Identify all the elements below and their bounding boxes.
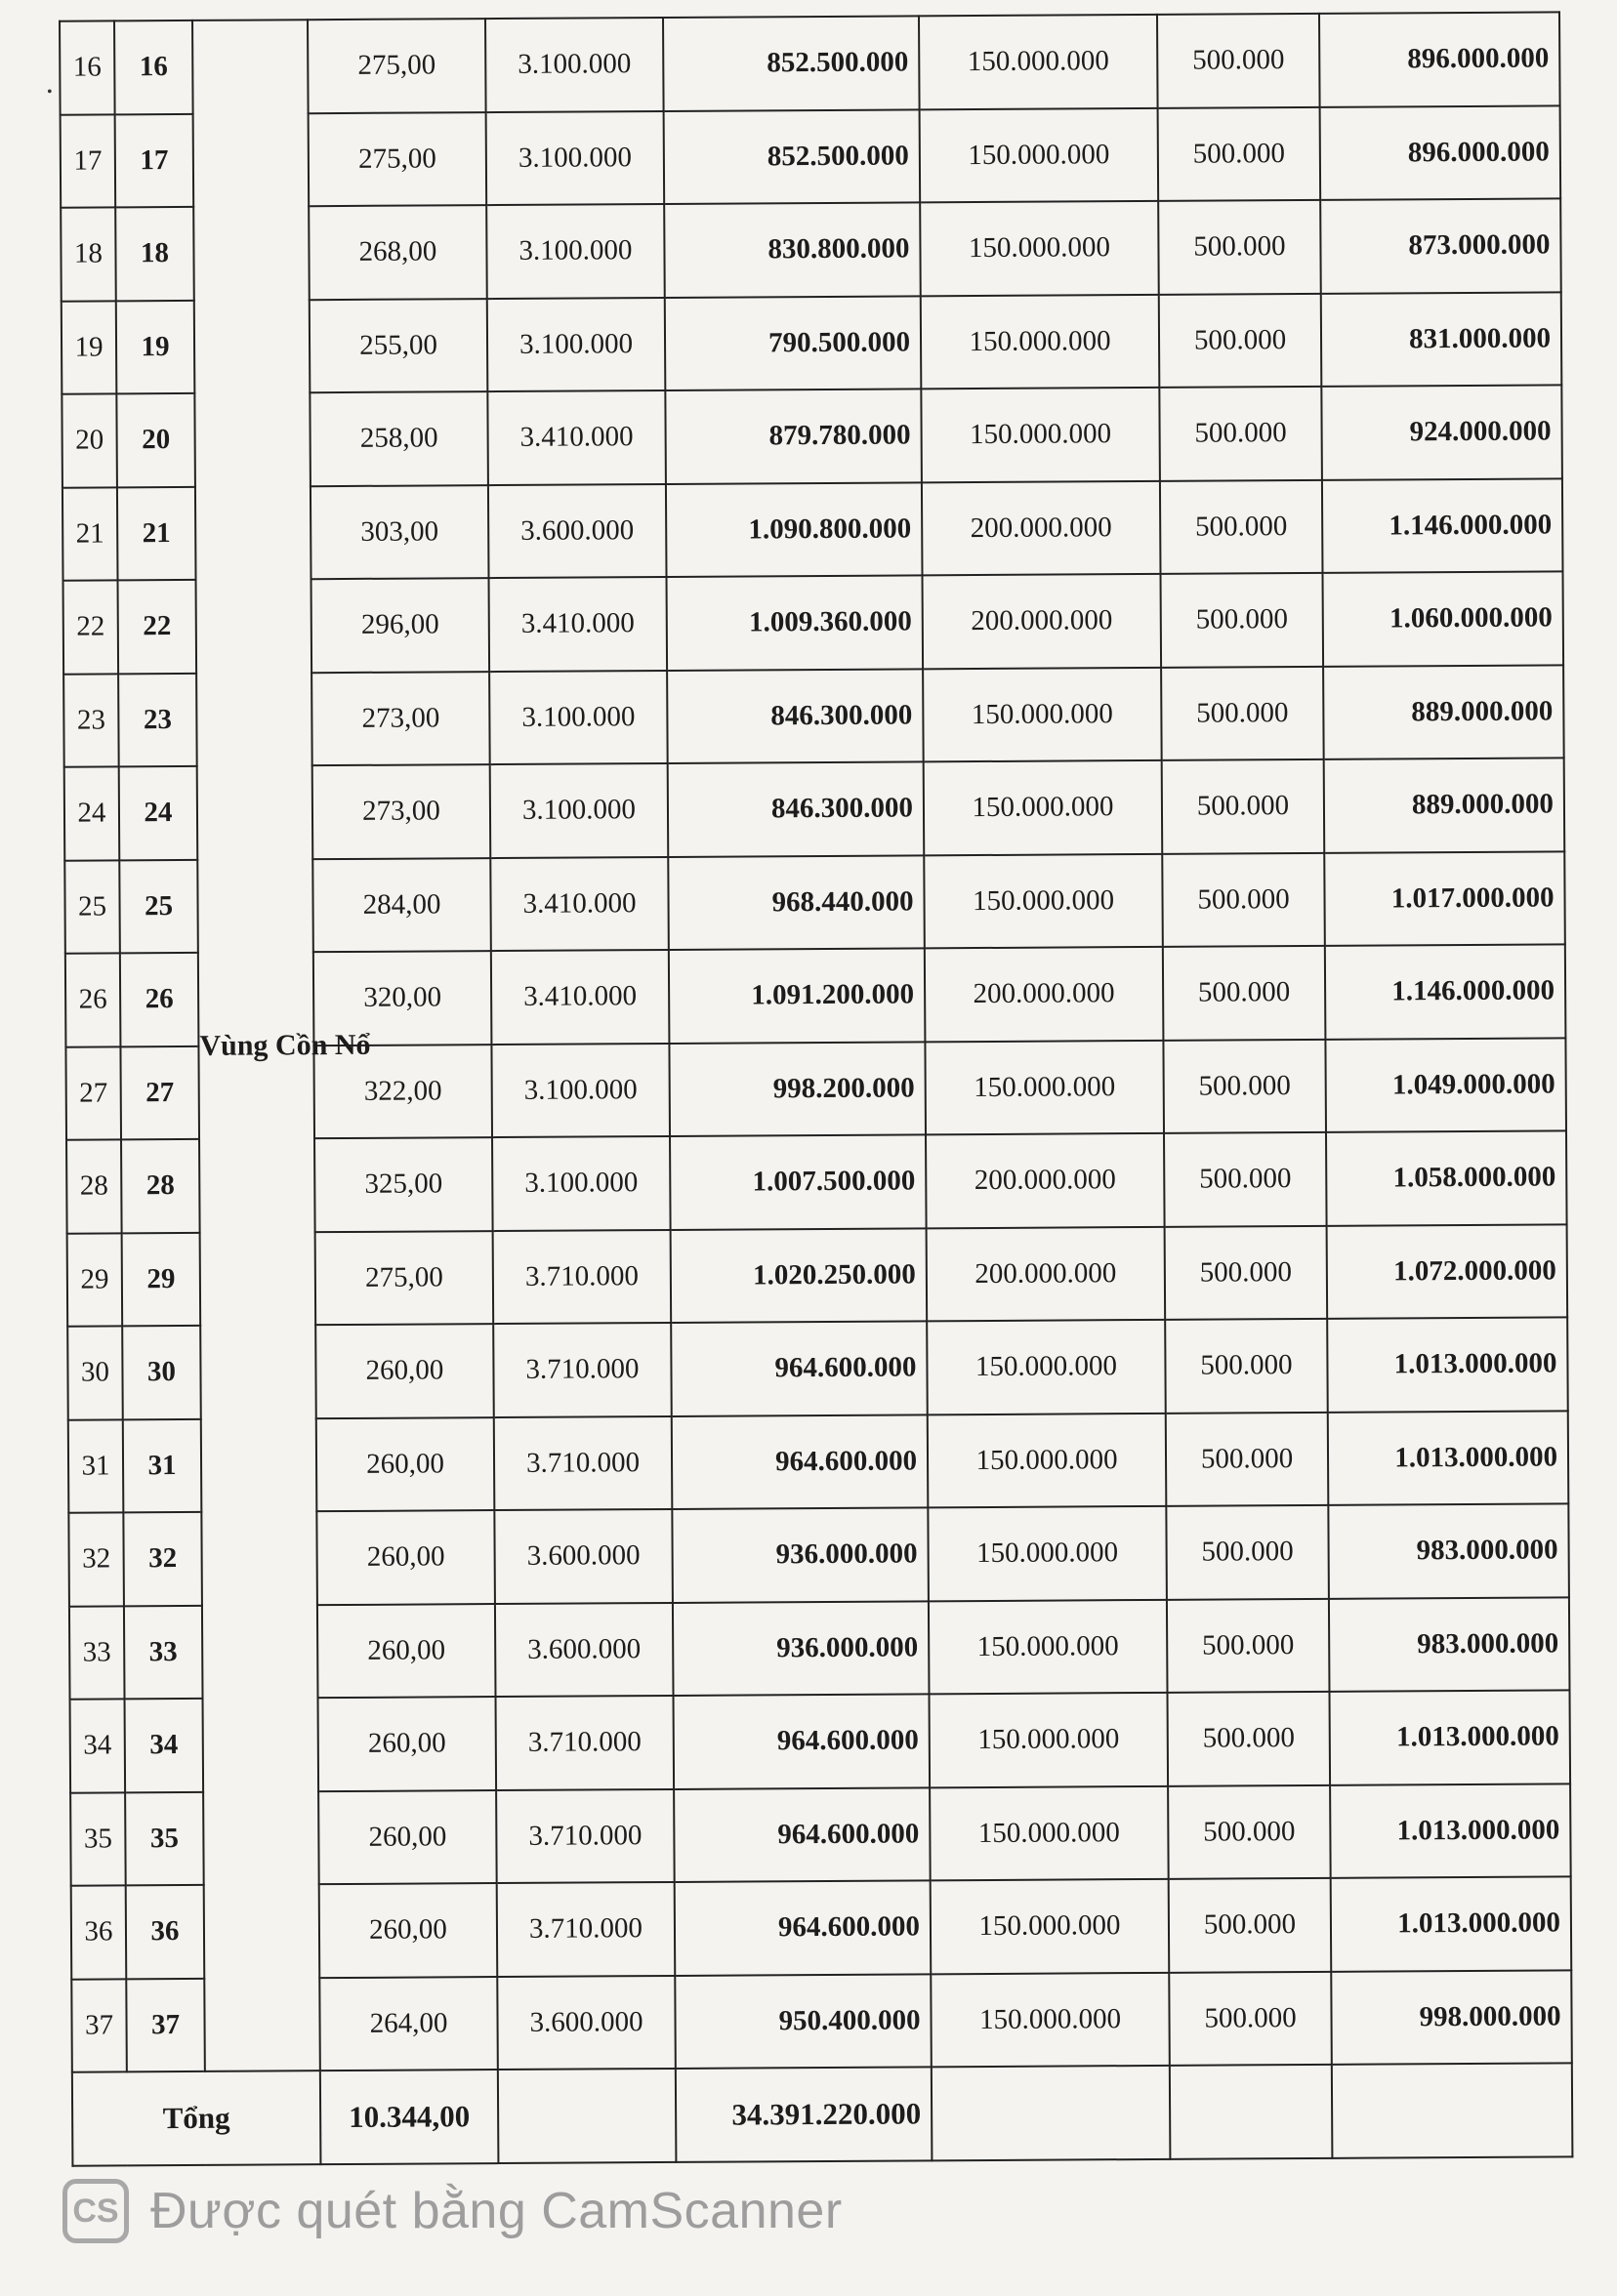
- other-cell: 500.000: [1166, 1505, 1329, 1600]
- support-cell: 150.000.000: [930, 1785, 1169, 1880]
- support-cell: 150.000.000: [928, 1506, 1167, 1601]
- support-cell: 200.000.000: [926, 1133, 1165, 1228]
- area-cell: 273,00: [311, 672, 490, 766]
- area-cell: 260,00: [319, 1883, 498, 1978]
- land-value-cell: 1.007.500.000: [670, 1134, 927, 1229]
- support-cell: 200.000.000: [927, 1226, 1166, 1321]
- unit-price-cell: 3.100.000: [490, 763, 669, 858]
- area-cell: 275,00: [315, 1231, 494, 1326]
- total-cell: 1.013.000.000: [1331, 1876, 1572, 1971]
- other-cell: 500.000: [1167, 1598, 1330, 1693]
- support-cell: 150.000.000: [925, 1040, 1164, 1134]
- other-cell: 500.000: [1168, 1784, 1331, 1879]
- unit-price-cell: 3.600.000: [497, 1975, 676, 2070]
- total-empty-3: [1170, 2065, 1333, 2159]
- land-value-cell: 964.600.000: [675, 1880, 932, 1975]
- other-cell: 500.000: [1165, 1319, 1328, 1414]
- stt-cell: 31: [68, 1419, 124, 1513]
- lot-number-cell: 17: [115, 113, 194, 207]
- unit-price-cell: 3.100.000: [492, 1136, 671, 1231]
- land-value-cell: 964.600.000: [671, 1321, 928, 1415]
- unit-price-cell: 3.600.000: [494, 1509, 673, 1604]
- land-value-cell: 1.009.360.000: [667, 575, 924, 670]
- area-cell: 260,00: [315, 1324, 494, 1418]
- stt-cell: 25: [64, 860, 120, 954]
- other-cell: 500.000: [1164, 1132, 1327, 1227]
- camscanner-watermark: [62, 2179, 843, 2243]
- total-cell: 873.000.000: [1320, 198, 1561, 293]
- land-value-cell: 830.800.000: [664, 202, 921, 297]
- support-cell: 150.000.000: [924, 760, 1163, 855]
- lot-number-cell: 37: [126, 1978, 205, 2071]
- other-cell: 500.000: [1166, 1412, 1329, 1506]
- area-cell: 284,00: [312, 858, 491, 953]
- area-cell: 264,00: [319, 1977, 498, 2071]
- lot-number-cell: 35: [125, 1791, 204, 1885]
- support-cell: 150.000.000: [921, 294, 1160, 389]
- total-cell: 983.000.000: [1329, 1597, 1570, 1692]
- land-value-cell: 1.091.200.000: [669, 948, 926, 1043]
- region-name: Vùng Cồn Nổ: [192, 20, 320, 2071]
- total-cell: 1.146.000.000: [1322, 478, 1563, 573]
- area-cell: 255,00: [310, 299, 488, 393]
- land-value-cell: 790.500.000: [665, 296, 922, 390]
- stt-cell: 35: [70, 1792, 126, 1886]
- stt-cell: 26: [65, 953, 121, 1046]
- area-cell: 325,00: [314, 1137, 493, 1232]
- land-value-cell: 964.600.000: [674, 1694, 931, 1788]
- lot-number-cell: 16: [114, 20, 193, 114]
- support-cell: 150.000.000: [923, 667, 1162, 761]
- camscanner-logo: CS: [62, 2179, 129, 2243]
- support-cell: 150.000.000: [928, 1413, 1167, 1507]
- unit-price-cell: 3.100.000: [485, 18, 664, 112]
- lot-number-cell: 36: [126, 1885, 205, 1979]
- unit-price-cell: 3.100.000: [489, 670, 668, 764]
- lot-number-cell: 33: [124, 1605, 203, 1699]
- stt-cell: 27: [65, 1046, 121, 1140]
- land-value-cell: 1.090.800.000: [666, 482, 923, 577]
- other-cell: 500.000: [1163, 946, 1326, 1041]
- stt-cell: 23: [63, 674, 119, 767]
- lot-number-cell: 28: [121, 1139, 200, 1233]
- other-cell: 500.000: [1159, 293, 1322, 388]
- support-cell: 200.000.000: [923, 574, 1162, 669]
- lot-number-cell: 27: [120, 1046, 199, 1139]
- other-cell: 500.000: [1158, 200, 1321, 295]
- lot-number-cell: 21: [117, 486, 196, 580]
- area-cell: 303,00: [311, 485, 489, 580]
- support-cell: 150.000.000: [931, 1879, 1170, 1974]
- unit-price-cell: 3.410.000: [490, 856, 669, 951]
- stt-cell: 16: [60, 20, 115, 114]
- total-cell: 1.013.000.000: [1328, 1411, 1569, 1505]
- land-value-cell: 852.500.000: [663, 16, 920, 110]
- stt-cell: 20: [62, 393, 117, 487]
- total-cell: 924.000.000: [1321, 385, 1562, 479]
- lot-number-cell: 30: [122, 1326, 201, 1419]
- total-cell: 1.017.000.000: [1324, 851, 1565, 946]
- stt-cell: 24: [64, 766, 120, 860]
- stt-cell: 32: [68, 1512, 124, 1606]
- table-row: [60, 12, 1560, 114]
- area-cell: 258,00: [310, 391, 488, 486]
- land-value-cell: 998.200.000: [669, 1042, 926, 1136]
- other-cell: 500.000: [1157, 14, 1320, 108]
- land-value-cell: 879.780.000: [665, 389, 922, 483]
- total-label: Tổng: [72, 2070, 321, 2166]
- total-cell: 1.013.000.000: [1329, 1690, 1570, 1784]
- stt-cell: 18: [61, 207, 116, 301]
- lot-number-cell: 25: [119, 859, 198, 953]
- lot-number-cell: 29: [122, 1232, 201, 1326]
- support-cell: 150.000.000: [924, 853, 1163, 948]
- land-value-cell: 968.440.000: [668, 855, 925, 950]
- other-cell: 500.000: [1159, 387, 1322, 481]
- area-cell: 273,00: [312, 764, 491, 859]
- total-cell: 889.000.000: [1324, 758, 1565, 852]
- area-cell: 322,00: [313, 1045, 492, 1139]
- stt-cell: 34: [70, 1699, 126, 1792]
- unit-price-cell: 3.600.000: [495, 1602, 674, 1697]
- stt-cell: 17: [61, 114, 116, 208]
- total-cell: 1.146.000.000: [1325, 944, 1566, 1039]
- lot-number-cell: 19: [116, 300, 195, 393]
- lot-number-cell: 34: [125, 1699, 204, 1792]
- support-cell: 150.000.000: [930, 1693, 1169, 1787]
- support-cell: 200.000.000: [925, 947, 1164, 1042]
- other-cell: 500.000: [1162, 759, 1325, 854]
- total-area: 10.344,00: [320, 2070, 499, 2164]
- unit-price-cell: 3.710.000: [494, 1415, 673, 1510]
- total-cell: 889.000.000: [1323, 665, 1564, 759]
- unit-price-cell: 3.100.000: [486, 110, 665, 205]
- total-cell: 831.000.000: [1321, 292, 1562, 387]
- support-cell: 150.000.000: [920, 107, 1159, 202]
- unit-price-cell: 3.100.000: [487, 297, 666, 391]
- other-cell: 500.000: [1168, 1692, 1331, 1786]
- other-cell: 500.000: [1169, 1971, 1332, 2066]
- other-cell: 500.000: [1162, 852, 1325, 947]
- lot-number-cell: 26: [120, 953, 199, 1046]
- land-value-cell: 964.600.000: [672, 1414, 929, 1509]
- lot-number-cell: 22: [118, 580, 197, 674]
- lot-number-cell: 20: [116, 393, 195, 487]
- support-cell: 150.000.000: [920, 201, 1159, 296]
- land-value-cell: 936.000.000: [673, 1601, 930, 1696]
- area-cell: 260,00: [318, 1790, 497, 1885]
- watermark-text: Được quét bằng CamScanner: [150, 2183, 843, 2239]
- total-cell: 1.060.000.000: [1322, 571, 1563, 666]
- lot-number-cell: 23: [118, 673, 197, 766]
- unit-price-cell: 3.100.000: [491, 1043, 670, 1137]
- unit-price-cell: 3.710.000: [496, 1696, 675, 1790]
- other-cell: 500.000: [1158, 106, 1321, 201]
- area-cell: 260,00: [318, 1697, 497, 1791]
- unit-price-cell: 3.710.000: [493, 1323, 672, 1417]
- area-cell: 260,00: [316, 1417, 495, 1512]
- total-cell: 1.049.000.000: [1325, 1038, 1566, 1132]
- area-cell: 260,00: [316, 1510, 495, 1605]
- unit-price-cell: 3.100.000: [486, 204, 665, 299]
- total-cell: 1.013.000.000: [1327, 1317, 1568, 1412]
- area-cell: 260,00: [317, 1604, 496, 1699]
- total-amount: 34.391.220.000: [676, 2067, 933, 2162]
- unit-price-cell: 3.710.000: [496, 1788, 675, 1883]
- other-cell: 500.000: [1160, 479, 1323, 574]
- other-cell: 500.000: [1160, 573, 1323, 668]
- unit-price-cell: 3.600.000: [488, 483, 667, 578]
- land-value-cell: 846.300.000: [667, 669, 924, 763]
- total-cell: 998.000.000: [1331, 1970, 1572, 2065]
- support-cell: 150.000.000: [921, 388, 1160, 482]
- area-cell: 275,00: [309, 112, 487, 207]
- total-cell: 1.072.000.000: [1327, 1224, 1568, 1319]
- total-cell: 1.058.000.000: [1326, 1130, 1567, 1225]
- lot-number-cell: 32: [123, 1512, 202, 1606]
- total-empty-2: [932, 2066, 1171, 2160]
- other-cell: 500.000: [1161, 666, 1324, 760]
- total-cell: 1.013.000.000: [1330, 1784, 1571, 1878]
- scan-speck: •: [47, 84, 53, 101]
- land-value-cell: 964.600.000: [674, 1787, 931, 1882]
- stt-cell: 29: [67, 1233, 123, 1327]
- lot-number-cell: 31: [123, 1418, 202, 1512]
- support-cell: 150.000.000: [929, 1599, 1168, 1694]
- unit-price-cell: 3.710.000: [497, 1882, 676, 1977]
- support-cell: 150.000.000: [919, 15, 1158, 109]
- total-cell: 896.000.000: [1320, 105, 1561, 200]
- total-cell: 983.000.000: [1328, 1503, 1569, 1598]
- area-cell: 296,00: [311, 578, 490, 673]
- other-cell: 500.000: [1169, 1878, 1332, 1973]
- lot-number-cell: 24: [119, 766, 198, 860]
- total-row: [72, 2063, 1573, 2165]
- total-empty-1: [498, 2069, 677, 2163]
- unit-price-cell: 3.410.000: [491, 950, 670, 1045]
- stt-cell: 22: [63, 580, 119, 674]
- support-cell: 150.000.000: [931, 1972, 1170, 2067]
- support-cell: 200.000.000: [922, 480, 1161, 575]
- other-cell: 500.000: [1165, 1225, 1328, 1320]
- land-value-cell: 936.000.000: [672, 1507, 929, 1602]
- document-page: [59, 11, 1596, 2187]
- area-cell: 268,00: [309, 205, 487, 300]
- stt-cell: 28: [66, 1139, 122, 1233]
- total-cell: 896.000.000: [1319, 12, 1560, 106]
- other-cell: 500.000: [1163, 1039, 1326, 1133]
- stt-cell: 36: [71, 1885, 127, 1979]
- area-cell: 275,00: [308, 19, 486, 113]
- table-body: [60, 12, 1572, 2071]
- unit-price-cell: 3.410.000: [489, 577, 668, 672]
- stt-cell: 37: [71, 1979, 127, 2072]
- land-value-cell: 1.020.250.000: [671, 1228, 928, 1323]
- land-compensation-table: [59, 11, 1573, 2166]
- stt-cell: 19: [62, 301, 117, 394]
- stt-cell: 33: [69, 1606, 125, 1700]
- support-cell: 150.000.000: [927, 1320, 1166, 1414]
- unit-price-cell: 3.410.000: [487, 390, 666, 485]
- stt-cell: 30: [67, 1326, 123, 1419]
- stt-cell: 21: [62, 487, 118, 581]
- area-cell: 320,00: [313, 951, 492, 1046]
- total-empty-4: [1332, 2063, 1573, 2158]
- land-value-cell: 846.300.000: [668, 761, 925, 856]
- lot-number-cell: 18: [115, 207, 194, 301]
- land-value-cell: 852.500.000: [664, 109, 921, 204]
- unit-price-cell: 3.710.000: [493, 1229, 672, 1324]
- land-value-cell: 950.400.000: [675, 1974, 932, 2069]
